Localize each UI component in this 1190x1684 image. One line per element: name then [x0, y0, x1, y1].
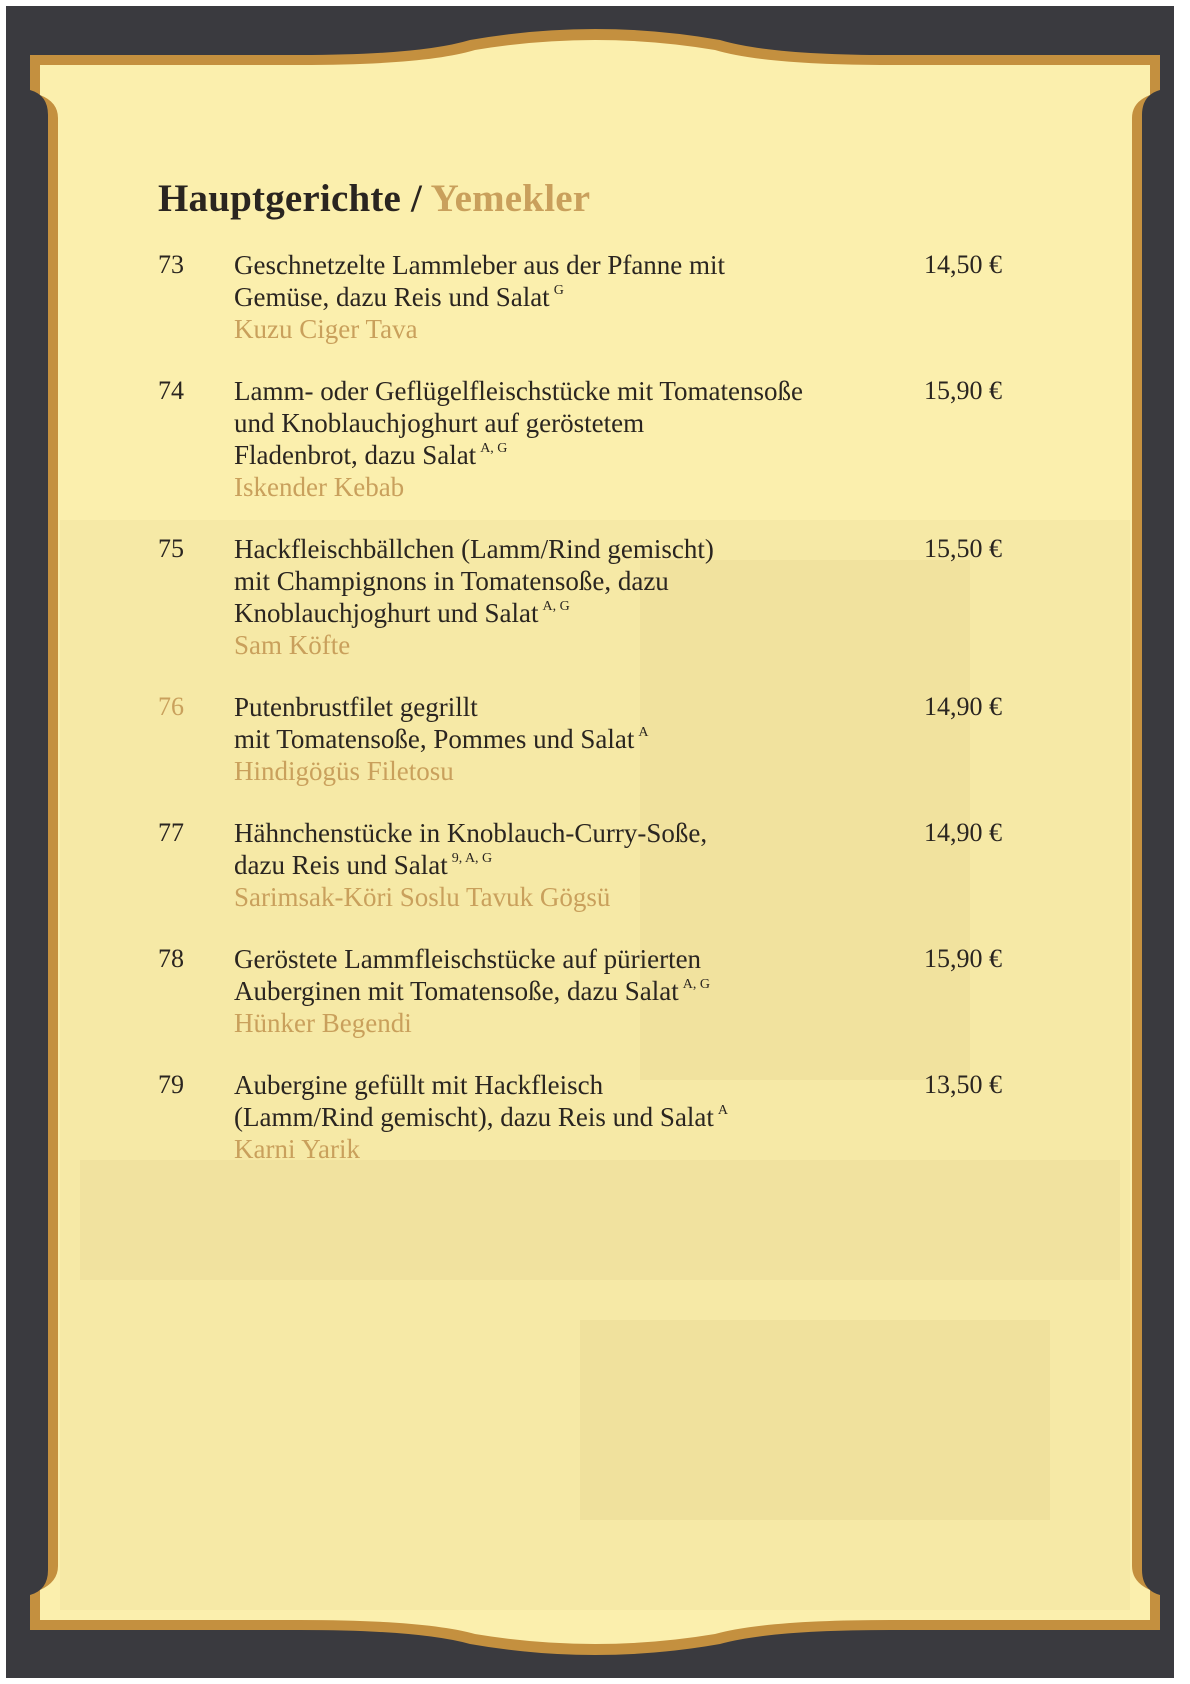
allergen-codes: A [717, 1103, 729, 1118]
menu-item [158, 533, 1038, 661]
menu-item-list [158, 249, 1038, 1165]
item-price: 15,90 € [924, 376, 1002, 405]
turkish-name: Iskender Kebab [234, 472, 405, 502]
item-price: 14,90 € [924, 692, 1002, 721]
item-description [234, 691, 924, 787]
item-price: 15,90 € [924, 944, 1002, 973]
title-german: Hauptgerichte / [158, 177, 423, 220]
item-description [234, 375, 924, 503]
item-price: 14,50 € [924, 250, 1002, 279]
item-price: 14,90 € [924, 818, 1002, 847]
description-line: Auberginen mit Tomatensoße, dazu Salat $^{A, G}$ [234, 976, 710, 1006]
item-number: 76 [158, 692, 184, 721]
item-description [234, 943, 924, 1039]
item-number: 73 [158, 250, 184, 279]
description-line: Hähnchenstücke in Knoblauch-Curry-Soße, [234, 818, 708, 848]
allergen-codes: A, G [480, 441, 508, 456]
menu-item [158, 375, 1038, 503]
description-line: und Knoblauchjoghurt auf geröstetem [234, 408, 645, 438]
item-description [234, 533, 924, 661]
turkish-name: Sam Köfte [234, 630, 351, 660]
item-number: 77 [158, 818, 184, 847]
item-description [234, 249, 924, 345]
menu-content [158, 176, 1038, 1195]
item-number: 75 [158, 534, 184, 563]
allergen-codes: G [553, 283, 564, 298]
turkish-name: Hünker Begendi [234, 1008, 412, 1038]
description-line: Fladenbrot, dazu Salat $^{A, G}$ [234, 440, 508, 470]
allergen-codes: 9, A, G [451, 851, 493, 866]
turkish-name: Karni Yarik [234, 1134, 360, 1164]
turkish-name: Sarimsak-Köri Soslu Tavuk Gögsü [234, 882, 611, 912]
description-line: Geschnetzelte Lammleber aus der Pfanne mit [234, 250, 726, 280]
menu-item [158, 691, 1038, 787]
description-line: Lamm- oder Geflügelfleischstücke mit Tomatensoße [234, 376, 803, 406]
section-title [158, 176, 1038, 221]
description-line: Putenbrustfilet gegrillt [234, 692, 478, 722]
description-line: (Lamm/Rind gemischt), dazu Reis und Salat $^A$ [234, 1102, 729, 1132]
description-line: Aubergine gefüllt mit Hackfleisch [234, 1070, 604, 1100]
item-description [234, 1069, 924, 1165]
title-turkish: Yemekler [430, 177, 591, 220]
description-line: Gemüse, dazu Reis und Salat $^G$ [234, 282, 564, 312]
turkish-name: Kuzu Ciger Tava [234, 314, 418, 344]
turkish-name: Hindigögüs Filetosu [234, 756, 454, 786]
description-line: dazu Reis und Salat $^{9, A, G}$ [234, 850, 493, 880]
allergen-codes: A, G [542, 599, 570, 614]
allergen-codes: A [638, 725, 649, 740]
item-price: 13,50 € [924, 1070, 1002, 1099]
allergen-codes: A, G [682, 977, 710, 992]
description-line: mit Champignons in Tomatensoße, dazu [234, 566, 669, 596]
item-number: 79 [158, 1070, 184, 1099]
description-line: mit Tomatensoße, Pommes und Salat $^A$ [234, 724, 649, 754]
description-line: Knoblauchjoghurt und Salat $^{A, G}$ [234, 598, 570, 628]
item-description [234, 817, 924, 913]
menu-item [158, 249, 1038, 345]
menu-item [158, 1069, 1038, 1165]
item-number: 74 [158, 376, 184, 405]
description-line: Geröstete Lammfleischstücke auf pürierten [234, 944, 702, 974]
menu-item [158, 817, 1038, 913]
menu-item [158, 943, 1038, 1039]
item-number: 78 [158, 944, 184, 973]
description-line: Hackfleischbällchen (Lamm/Rind gemischt) [234, 534, 714, 564]
item-price: 15,50 € [924, 534, 1002, 563]
